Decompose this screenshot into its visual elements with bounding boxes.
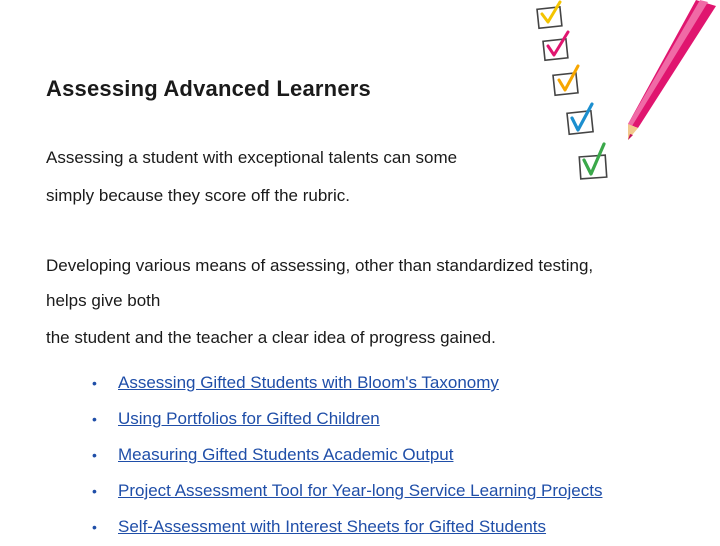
list-item xyxy=(92,510,602,546)
link-portfolios[interactable]: Using Portfolios for Gifted Children xyxy=(118,409,380,428)
checklist-pencil-icon xyxy=(520,0,720,200)
bullet-icon: • xyxy=(92,411,97,427)
link-self-assessment[interactable]: Self-Assessment with Interest Sheets for Gifted Students xyxy=(118,517,547,536)
bullet-icon: • xyxy=(92,447,97,463)
slide-title: Assessing Advanced Learners xyxy=(46,76,371,101)
paragraph-line: simply because they score off the rubric. xyxy=(46,186,350,205)
link-academic-output[interactable]: Measuring Gifted Students Academic Output xyxy=(118,445,454,464)
checkbox-icon xyxy=(543,32,568,60)
paragraph-line: Assessing a student with exceptional talents can some xyxy=(46,148,458,167)
link-blooms-taxonomy[interactable]: Assessing Gifted Students with Bloom's Taxonomy xyxy=(118,373,499,392)
list-item xyxy=(92,366,602,402)
list-item xyxy=(92,474,602,510)
paragraph-line: helps give both xyxy=(46,291,161,310)
list-item xyxy=(92,402,602,438)
checkbox-icon xyxy=(553,66,578,95)
bullet-icon: • xyxy=(92,519,97,535)
bullet-icon: • xyxy=(92,375,97,391)
checkbox-icon xyxy=(567,104,593,134)
resource-link-list xyxy=(92,366,602,546)
paragraph-line: Developing various means of assessing, other than standardized testing, xyxy=(46,256,594,275)
link-project-assessment[interactable]: Project Assessment Tool for Year-long Service Learning Projects xyxy=(118,481,603,500)
paragraph-line: the student and the teacher a clear idea of progress gained. xyxy=(46,328,496,347)
pencil-icon xyxy=(628,0,716,140)
checkbox-icon xyxy=(537,2,562,28)
checkbox-icon xyxy=(579,144,606,179)
bullet-icon: • xyxy=(92,483,97,499)
list-item xyxy=(92,438,602,474)
